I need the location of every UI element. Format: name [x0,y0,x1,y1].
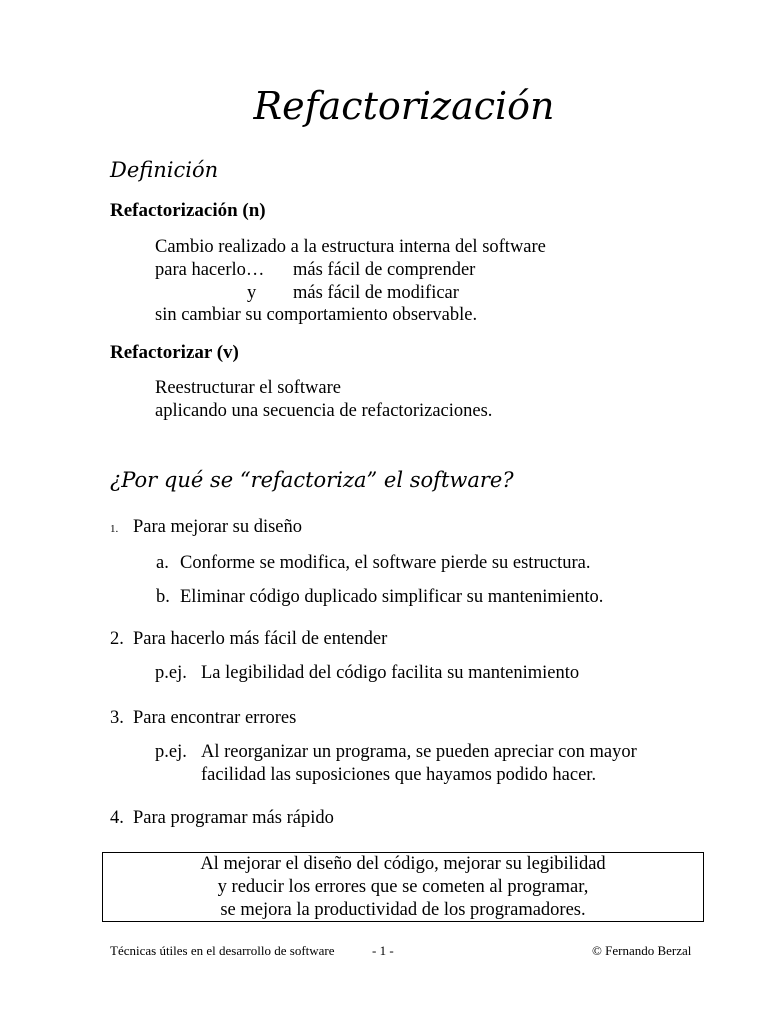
noun-term: Refactorización (n) [110,200,266,221]
verb-term: Refactorizar (v) [110,342,239,363]
item-4-text: Para programar más rápido [133,808,334,828]
noun-line-2-lead: para hacerlo… [155,260,265,280]
noun-line-3-rest: más fácil de modificar [293,283,459,303]
item-2-number: 2. [110,629,124,649]
item-1-number: 1. [110,523,119,535]
summary-line-2: y reducir los errores que se cometen al programar, [217,877,589,897]
definition-heading: Definición [110,158,219,182]
noun-line-2-rest: más fácil de comprender [293,260,476,280]
summary-line-3: se mejora la productividad de los programadores. [220,900,586,920]
item-2-note: La legibilidad del código facilita su mantenimiento [201,663,580,683]
noun-line-1: Cambio realizado a la estructura interna del software [155,237,546,257]
item-1b-label: b. [156,587,170,607]
footer-author: © Fernando Berzal [592,943,692,958]
summary-line-1: Al mejorar el diseño del código, mejorar su legibilidad [200,854,606,874]
item-2-text: Para hacerlo más fácil de entender [133,629,388,649]
item-1b-text: Eliminar código duplicado simplificar su mantenimiento. [180,587,604,607]
item-1a-label: a. [156,553,169,573]
verb-line-2: aplicando una secuencia de refactorizaciones. [155,401,493,421]
item-3-note-line-2: facilidad las suposiciones que hayamos podido hacer. [201,765,597,785]
item-2-note-label: p.ej. [155,663,187,683]
item-4-number: 4. [110,808,124,828]
verb-line-1: Reestructurar el software [155,378,341,398]
noun-line-4: sin cambiar su comportamiento observable. [155,305,478,325]
footer-course-title: Técnicas útiles en el desarrollo de software [110,943,335,958]
why-heading: ¿Por qué se “refactoriza” el software? [110,468,514,492]
page-title: Refactorización [253,84,555,128]
item-1-text: Para mejorar su diseño [133,517,303,537]
item-3-note-line-1: Al reorganizar un programa, se pueden apreciar con mayor [201,742,637,762]
item-3-text: Para encontrar errores [133,708,297,728]
item-3-number: 3. [110,708,124,728]
item-3-note-label: p.ej. [155,742,187,762]
item-1a-text: Conforme se modifica, el software pierde su estructura. [180,553,591,573]
footer-page-number: - 1 - [372,943,394,958]
noun-line-3-lead: y [247,283,257,303]
summary-box [102,852,704,922]
